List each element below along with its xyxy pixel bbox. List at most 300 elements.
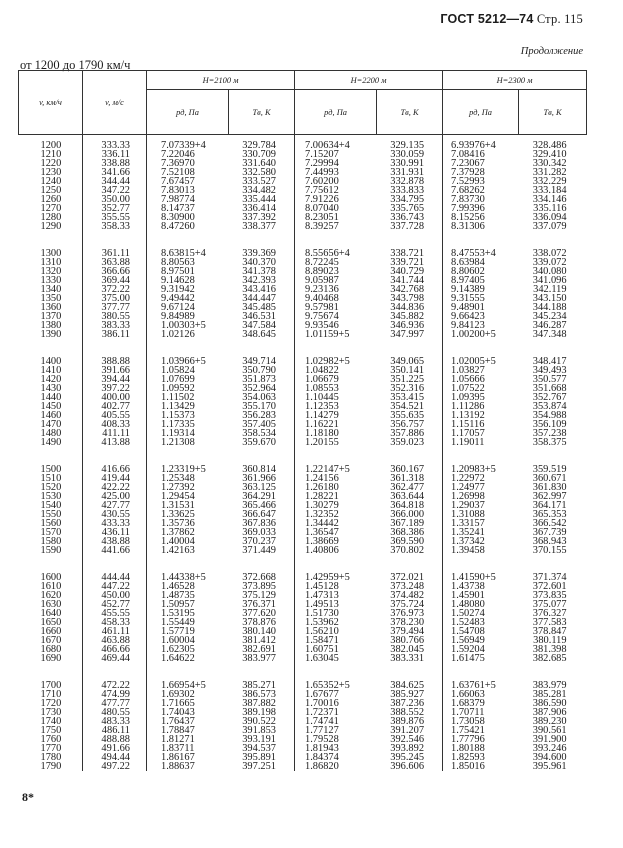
table-cell: 375.00	[83, 294, 147, 303]
table-cell: 455.55	[83, 609, 147, 618]
table-cell: 351.873	[229, 375, 295, 384]
table-cell: 1.11286	[451, 401, 485, 412]
table-cell: 1.77127	[305, 725, 339, 736]
table-cell: 1.50274	[451, 608, 485, 619]
table-cell: 329.135	[377, 135, 443, 151]
table-cell: 345.234	[532, 311, 567, 322]
table-cell: 393.892	[377, 744, 443, 753]
table-cell: 383.33	[83, 321, 147, 330]
table-cell: 1.12353	[305, 401, 339, 412]
table-cell: 380.119	[533, 635, 567, 646]
table-cell: 341.744	[377, 276, 443, 285]
table-cell: 461.11	[83, 627, 147, 636]
table-cell: 427.77	[83, 501, 147, 510]
table-cell: 1.57719	[161, 626, 195, 637]
table-cell: 1.00200+5	[451, 329, 496, 340]
table-cell: 361.11	[83, 231, 147, 258]
table-cell: 1.42163	[161, 545, 195, 556]
table-cell: 8.55656+4	[305, 248, 350, 259]
table-cell: 340.370	[229, 258, 295, 267]
table-cell: 1.40806	[305, 545, 339, 556]
table-cell: 337.728	[377, 222, 443, 231]
table-cell: 334.482	[229, 186, 295, 195]
table-cell: 1.70711	[451, 707, 485, 718]
table-cell: 360.167	[377, 447, 443, 474]
table-cell: 332.229	[532, 176, 567, 187]
table-cell: 352.767	[532, 392, 567, 403]
table-cell: 352.316	[377, 384, 443, 393]
table-cell: 385.281	[532, 689, 567, 700]
page-header	[440, 12, 583, 27]
table-cell: 337.392	[229, 213, 295, 222]
table-cell: 1.40004	[161, 536, 195, 547]
table-cell: 1.22147+5	[305, 464, 350, 475]
table-cell: 365.466	[229, 501, 295, 510]
table-cell: 385.927	[377, 690, 443, 699]
table-cell: 413.88	[83, 438, 147, 447]
table-cell: 9.57981	[305, 302, 339, 313]
table-cell: 378.230	[377, 618, 443, 627]
table-cell: 1320	[19, 267, 83, 276]
table-cell: 375.724	[377, 600, 443, 609]
table-cell: 1.86167	[161, 752, 195, 763]
table-cell: 333.33	[83, 135, 147, 151]
table-cell: 1.68379	[451, 698, 485, 709]
table-cell: 1.19314	[161, 428, 195, 439]
table-cell: 1.66063	[451, 689, 485, 700]
table-cell: 494.44	[83, 753, 147, 762]
table-cell: 369.590	[377, 537, 443, 546]
table-cell: 425.00	[83, 492, 147, 501]
table-cell: 1.83711	[161, 743, 195, 754]
table-cell: 356.283	[229, 411, 295, 420]
table-cell: 1720	[19, 699, 83, 708]
table-cell: 1540	[19, 501, 83, 510]
table-cell: 1560	[19, 519, 83, 528]
table-cell: 354.521	[377, 402, 443, 411]
table-cell: 1.21308	[161, 437, 195, 448]
table-cell: 382.045	[377, 645, 443, 654]
table-row	[19, 222, 587, 231]
table-cell: 7.52993	[451, 176, 485, 187]
table-cell: 1.81943	[305, 743, 339, 754]
table-cell: 358.534	[229, 429, 295, 438]
table-cell: 342.393	[229, 276, 295, 285]
table-row	[19, 762, 587, 771]
table-cell: 380.55	[83, 312, 147, 321]
table-cell: 486.11	[83, 726, 147, 735]
table-cell: 1550	[19, 510, 83, 519]
table-cell: 388.88	[83, 339, 147, 366]
table-cell: 1390	[19, 330, 83, 339]
table-cell: 1710	[19, 690, 83, 699]
table-cell: 1.34442	[305, 518, 339, 529]
table-cell: 336.11	[83, 150, 147, 159]
table-cell: 370.237	[229, 537, 295, 546]
table-cell: 354.988	[532, 410, 567, 421]
table-cell: 329.784	[229, 135, 295, 151]
table-cell: 363.88	[83, 258, 147, 267]
table-cell: 391.66	[83, 366, 147, 375]
table-cell: 381.412	[229, 636, 295, 645]
table-cell: 1680	[19, 645, 83, 654]
table-cell: 1.00303+5	[161, 320, 206, 331]
table-cell: 345.485	[229, 303, 295, 312]
table-cell: 339.369	[229, 231, 295, 258]
table-cell: 1.33157	[451, 518, 485, 529]
table-cell: 389.876	[377, 717, 443, 726]
table-cell: 1.48080	[451, 599, 485, 610]
table-cell: 342.119	[533, 284, 567, 295]
table-cell: 376.371	[229, 600, 295, 609]
table-cell: 8.31306	[451, 221, 485, 232]
table-cell: 394.44	[83, 375, 147, 384]
table-cell: 8.72245	[305, 257, 339, 268]
table-cell: 1.13429	[161, 401, 195, 412]
table-cell: 391.853	[229, 726, 295, 735]
table-cell: 1.64622	[161, 653, 195, 664]
table-cell: 1.37342	[451, 536, 485, 547]
table-cell: 336.094	[532, 212, 567, 223]
table-row	[19, 555, 587, 582]
table-cell: 355.170	[229, 402, 295, 411]
table-cell: 383.977	[229, 654, 295, 663]
table-cell: 1.56210	[305, 626, 339, 637]
table-cell: 1670	[19, 636, 83, 645]
table-cell: 335.116	[533, 203, 567, 214]
table-cell: 1460	[19, 411, 83, 420]
table-cell: 359.519	[532, 464, 567, 475]
table-cell: 1700	[19, 663, 83, 690]
table-cell: 334.146	[532, 194, 567, 205]
table-cell: 349.493	[532, 365, 567, 376]
table-cell: 1360	[19, 303, 83, 312]
table-cell: 1.20983+5	[451, 464, 496, 475]
table-cell: 7.60200	[305, 176, 339, 187]
table-cell: 1.45128	[305, 581, 339, 592]
table-cell: 386.590	[532, 698, 567, 709]
table-cell: 1420	[19, 375, 83, 384]
table-cell: 331.282	[532, 167, 567, 178]
table-cell: 347.584	[229, 321, 295, 330]
table-cell: 1440	[19, 393, 83, 402]
table-cell: 1.47313	[305, 590, 339, 601]
table-cell: 344.447	[229, 294, 295, 303]
table-cell: 332.878	[377, 177, 443, 186]
table-cell: 1.03827	[451, 365, 485, 376]
table-cell: 405.55	[83, 411, 147, 420]
table-cell: 363.125	[229, 483, 295, 492]
table-cell: 342.768	[377, 285, 443, 294]
table-cell: 1.35736	[161, 518, 195, 529]
table-cell: 6.93976+4	[451, 140, 496, 151]
table-cell: 1.15373	[161, 410, 195, 421]
table-cell: 340.729	[377, 267, 443, 276]
table-cell: 491.66	[83, 744, 147, 753]
speed-range-title: от 1200 до 1790 км/ч	[20, 58, 131, 72]
table-cell: 1340	[19, 285, 83, 294]
table-cell: 346.287	[532, 320, 567, 331]
table-cell: 1200	[19, 135, 83, 151]
table-cell: 438.88	[83, 537, 147, 546]
table-cell: 351.225	[377, 375, 443, 384]
table-cell: 1.73058	[451, 716, 485, 727]
table-cell: 343.150	[532, 293, 567, 304]
table-cell: 392.546	[377, 735, 443, 744]
table-cell: 1220	[19, 159, 83, 168]
table-cell: 372.22	[83, 285, 147, 294]
table-cell: 1.38669	[305, 536, 339, 547]
table-cell: 1660	[19, 627, 83, 636]
table-cell: 1290	[19, 222, 83, 231]
table-cell: 373.835	[532, 590, 567, 601]
table-cell: 7.67457	[161, 176, 195, 187]
table-cell: 8.47553+4	[451, 248, 496, 259]
table-cell: 1.60004	[161, 635, 195, 646]
table-cell: 332.580	[229, 168, 295, 177]
table-cell: 1500	[19, 447, 83, 474]
table-cell: 1770	[19, 744, 83, 753]
table-cell: 1.39458	[451, 545, 485, 556]
table-cell: 1.15116	[451, 419, 485, 430]
table-cell: 337.079	[532, 221, 567, 232]
table-cell: 8.07040	[305, 203, 339, 214]
table-body	[19, 135, 587, 772]
table-row	[19, 447, 587, 474]
table-cell: 8.30900	[161, 212, 195, 223]
table-cell: 1.54708	[451, 626, 485, 637]
table-row	[19, 546, 587, 555]
table-row	[19, 663, 587, 690]
table-cell: 1.76437	[161, 716, 195, 727]
table-cell: 367.739	[532, 527, 567, 538]
table-cell: 333.833	[377, 186, 443, 195]
table-cell: 1.62305	[161, 644, 195, 655]
table-cell: 1.17057	[451, 428, 485, 439]
table-cell: 349.065	[377, 339, 443, 366]
table-cell: 1.50957	[161, 599, 195, 610]
table-cell: 346.531	[229, 312, 295, 321]
table-cell: 357.405	[229, 420, 295, 429]
table-cell: 1.01159+5	[305, 329, 350, 340]
table-cell: 1350	[19, 294, 83, 303]
table-cell: 9.49442	[161, 293, 195, 304]
table-cell: 7.99396	[451, 203, 485, 214]
table-cell: 366.000	[377, 510, 443, 519]
table-cell: 372.021	[377, 555, 443, 582]
table-cell: 388.552	[377, 708, 443, 717]
table-cell: 1530	[19, 492, 83, 501]
table-cell: 9.67124	[161, 302, 195, 313]
table-cell: 369.44	[83, 276, 147, 285]
table-cell: 355.635	[377, 411, 443, 420]
table-cell: 364.818	[377, 501, 443, 510]
table-cell: 1.66954+5	[161, 680, 206, 691]
table-cell: 395.891	[229, 753, 295, 762]
table-cell: 1310	[19, 258, 83, 267]
table-cell: 1.17335	[161, 419, 195, 430]
table-cell: 358.375	[532, 437, 567, 448]
table-cell: 371.449	[229, 546, 295, 555]
table-cell: 1450	[19, 402, 83, 411]
col-header-h2200: H=2200 м	[295, 71, 443, 90]
table-cell: 8.89023	[305, 266, 339, 277]
table-cell: 385.271	[229, 663, 295, 690]
table-cell: 1.05666	[451, 374, 485, 385]
table-cell: 353.874	[532, 401, 567, 412]
table-cell: 1.72371	[305, 707, 339, 718]
table-cell: 1.75421	[451, 725, 485, 736]
table-cell: 356.109	[532, 419, 567, 430]
table-cell: 345.882	[377, 312, 443, 321]
table-cell: 1.60751	[305, 644, 339, 655]
table-cell: 348.417	[532, 356, 567, 367]
table-cell: 394.537	[229, 744, 295, 753]
table-cell: 1.24156	[305, 473, 339, 484]
table-cell: 7.75612	[305, 185, 339, 196]
table-cell: 1750	[19, 726, 83, 735]
table-cell: 1610	[19, 582, 83, 591]
table-cell: 1760	[19, 735, 83, 744]
table-cell: 1780	[19, 753, 83, 762]
table-cell: 338.88	[83, 159, 147, 168]
table-cell: 1.22972	[451, 473, 485, 484]
table-cell: 463.88	[83, 636, 147, 645]
table-row	[19, 135, 587, 151]
table-cell: 372.601	[532, 581, 567, 592]
table-cell: 1.26998	[451, 491, 485, 502]
table-cell: 9.23136	[305, 284, 339, 295]
table-cell: 1.05824	[161, 365, 195, 376]
table-cell: 9.93546	[305, 320, 339, 331]
col-header-t1: Tв, К	[229, 90, 295, 135]
table-cell: 376.327	[532, 608, 567, 619]
table-cell: 370.155	[532, 545, 567, 556]
table-cell: 419.44	[83, 474, 147, 483]
table-cell: 1.10445	[305, 392, 339, 403]
table-cell: 349.714	[229, 339, 295, 366]
col-header-t2: Tв, К	[377, 90, 443, 135]
table-cell: 328.486	[532, 140, 567, 151]
table-cell: 363.644	[377, 492, 443, 501]
table-cell: 1.09395	[451, 392, 485, 403]
table-cell: 1.70016	[305, 698, 339, 709]
table-cell: 7.29994	[305, 158, 339, 169]
table-cell: 9.14389	[451, 284, 485, 295]
table-cell: 1600	[19, 555, 83, 582]
table-cell: 1650	[19, 618, 83, 627]
table-cell: 1370	[19, 312, 83, 321]
table-cell: 9.48901	[451, 302, 485, 313]
table-cell: 347.348	[532, 329, 567, 340]
table-cell: 373.248	[377, 582, 443, 591]
table-cell: 450.00	[83, 591, 147, 600]
col-header-h2300: H=2300 м	[443, 71, 587, 90]
table-cell: 1480	[19, 429, 83, 438]
table-cell: 364.291	[229, 492, 295, 501]
table-cell: 1.58471	[305, 635, 339, 646]
table-cell: 1.23319+5	[161, 464, 206, 475]
table-row	[19, 654, 587, 663]
table-cell: 360.814	[229, 447, 295, 474]
table-cell: 1.74741	[305, 716, 339, 727]
table-cell: 469.44	[83, 654, 147, 663]
table-cell: 389.198	[229, 708, 295, 717]
table-cell: 1.43738	[451, 581, 485, 592]
table-cell: 1.35241	[451, 527, 485, 538]
table-cell: 1.65352+5	[305, 680, 350, 691]
table-cell: 384.625	[377, 663, 443, 690]
table-row	[19, 438, 587, 447]
table-cell: 395.961	[532, 761, 567, 772]
table-cell: 1.53962	[305, 617, 339, 628]
table-cell: 7.68262	[451, 185, 485, 196]
continuation-note: Продолжение	[520, 46, 583, 57]
table-cell: 352.77	[83, 204, 147, 213]
table-cell: 379.494	[377, 627, 443, 636]
table-cell: 339.721	[377, 258, 443, 267]
table-cell: 335.444	[229, 195, 295, 204]
table-cell: 344.188	[532, 302, 567, 313]
table-cell: 344.44	[83, 177, 147, 186]
table-cell: 1620	[19, 591, 83, 600]
table-cell: 1.42959+5	[305, 572, 350, 583]
table-cell: 1.71665	[161, 698, 195, 709]
table-cell: 402.77	[83, 402, 147, 411]
table-cell: 1.16221	[305, 419, 339, 430]
table-cell: 330.342	[532, 158, 567, 169]
table-cell: 366.647	[229, 510, 295, 519]
table-cell: 1240	[19, 177, 83, 186]
table-cell: 7.91226	[305, 194, 339, 205]
table-cell: 1.31088	[451, 509, 485, 520]
table-cell: 1.77796	[451, 734, 485, 745]
table-cell: 370.802	[377, 546, 443, 555]
table-cell: 1790	[19, 762, 83, 771]
table-cell: 1730	[19, 708, 83, 717]
table-cell: 8.23051	[305, 212, 339, 223]
table-cell: 331.931	[377, 168, 443, 177]
table-cell: 350.141	[377, 366, 443, 375]
table-cell: 1.33625	[161, 509, 195, 520]
table-cell: 1.11502	[161, 392, 195, 403]
table-cell: 433.33	[83, 519, 147, 528]
table-cell: 334.795	[377, 195, 443, 204]
table-cell: 7.44993	[305, 167, 339, 178]
table-cell: 376.973	[377, 609, 443, 618]
table-cell: 9.05987	[305, 275, 339, 286]
table-cell: 1.51730	[305, 608, 339, 619]
table-cell: 416.66	[83, 447, 147, 474]
table-cell: 346.936	[377, 321, 443, 330]
table-cell: 386.573	[229, 690, 295, 699]
table-cell: 7.83730	[451, 194, 485, 205]
table-cell: 400.00	[83, 393, 147, 402]
table-cell: 8.97405	[451, 275, 485, 286]
table-cell: 1.80188	[451, 743, 485, 754]
table-cell: 382.685	[532, 653, 567, 664]
table-cell: 382.691	[229, 645, 295, 654]
table-cell: 393.246	[532, 743, 567, 754]
table-cell: 351.668	[532, 383, 567, 394]
table-cell: 1690	[19, 654, 83, 663]
table-cell: 1.59204	[451, 644, 485, 655]
table-cell: 1.28221	[305, 491, 339, 502]
table-cell: 452.77	[83, 600, 147, 609]
table-cell: 1.31531	[161, 500, 195, 511]
table-cell: 395.245	[377, 753, 443, 762]
table-cell: 1640	[19, 609, 83, 618]
